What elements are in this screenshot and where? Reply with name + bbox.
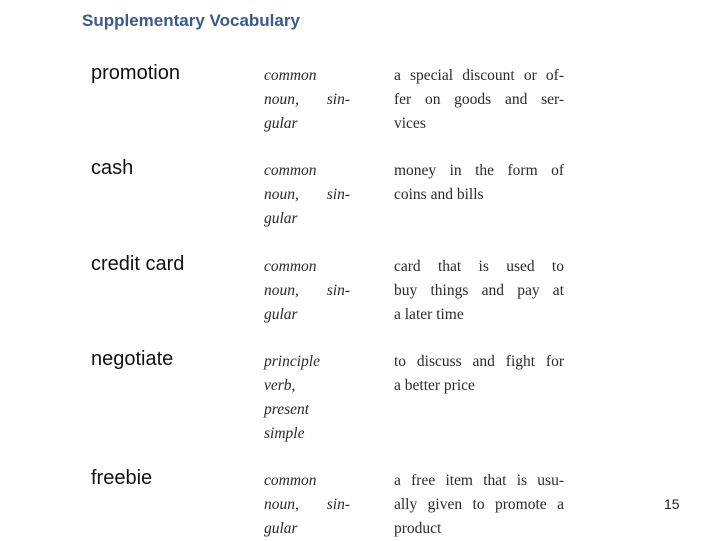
page-title: Supplementary Vocabulary	[82, 11, 300, 30]
vocab-term: negotiate	[91, 348, 174, 370]
definition-line: money in the form of	[394, 162, 564, 179]
pos-line: common	[264, 258, 317, 275]
pos-line: gular	[264, 210, 298, 227]
part-of-speech	[264, 350, 350, 446]
definition-line: a better price	[394, 377, 475, 394]
definition	[394, 350, 564, 398]
pos-line: principle	[264, 353, 320, 370]
pos-line: gular	[264, 306, 298, 323]
definition-line: a later time	[394, 306, 464, 323]
definition-line: to discuss and fight for	[394, 353, 564, 370]
definition-line: ally given to promote a	[394, 496, 564, 513]
definition	[394, 159, 564, 207]
pos-line: noun, sin-	[264, 282, 350, 299]
page-number: 15	[664, 496, 680, 512]
definition-line: fer on goods and ser-	[394, 91, 564, 108]
part-of-speech	[264, 64, 350, 136]
pos-line: common	[264, 67, 317, 84]
vocab-term: freebie	[91, 467, 153, 489]
definition-line: product	[394, 520, 442, 537]
definition-line: coins and bills	[394, 186, 484, 203]
pos-line: gular	[264, 520, 298, 537]
part-of-speech	[264, 469, 350, 541]
definition-line: a special discount or of-	[394, 67, 564, 84]
pos-line: verb,	[264, 377, 296, 394]
definition-line: buy things and pay at	[394, 282, 564, 299]
pos-line: gular	[264, 115, 298, 132]
definition-line: card that is used to	[394, 258, 564, 275]
vocab-term: credit card	[91, 253, 185, 275]
pos-line: simple	[264, 425, 305, 442]
vocab-term: cash	[91, 157, 134, 179]
definition	[394, 255, 564, 327]
pos-line: noun, sin-	[264, 91, 350, 108]
pos-line: noun, sin-	[264, 186, 350, 203]
definition	[394, 469, 564, 541]
part-of-speech	[264, 159, 350, 231]
vocab-term: promotion	[91, 62, 180, 84]
definition-line: a free item that is usu-	[394, 472, 564, 489]
part-of-speech	[264, 255, 350, 327]
pos-line: noun, sin-	[264, 496, 350, 513]
definition-line: vices	[394, 115, 426, 132]
pos-line: present	[264, 401, 310, 418]
pos-line: common	[264, 472, 317, 489]
definition	[394, 64, 564, 136]
pos-line: common	[264, 162, 317, 179]
